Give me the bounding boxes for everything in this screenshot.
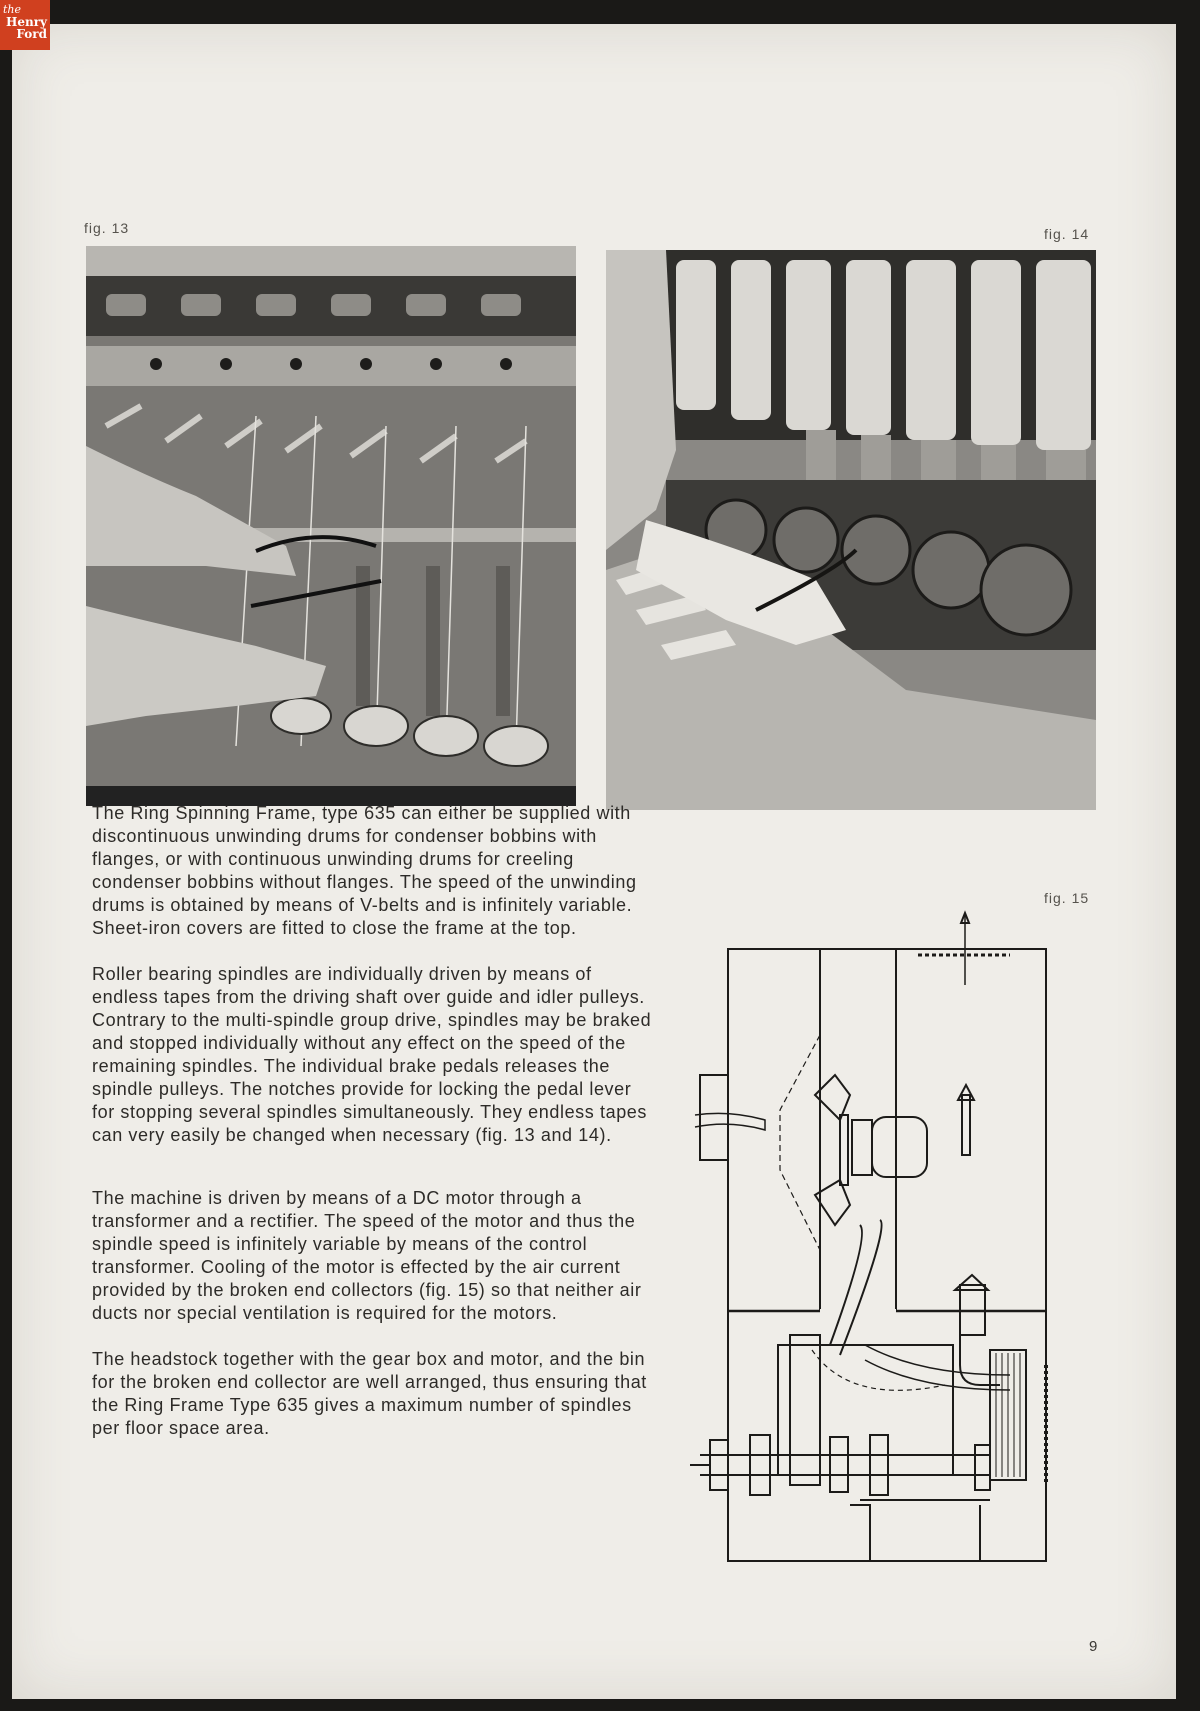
fig15-caption: fig. 15 xyxy=(1044,890,1090,906)
logo-small-text: the xyxy=(3,3,22,16)
henry-ford-logo xyxy=(0,0,50,50)
fig13-caption: fig. 13 xyxy=(84,220,130,236)
paragraph-4: The headstock together with the gear box and motor, and the bin for the broken end collector are well arranged, thus ensuring that the Ring Frame Type 635 gives a maximum number of spindles per floor space area. xyxy=(92,1349,647,1438)
page-number: 9 xyxy=(1089,1638,1098,1655)
paragraph-1: The Ring Spinning Frame, type 635 can either be supplied with discontinuous unwinding drums for condenser bobbins with flanges, or with continuous unwinding drums for creeling condenser bobbins without flanges. The speed of the unwinding drums is obtained by means of V-belts and is infinitely variable. Sheet-iron covers are fitted to close the frame at the top. xyxy=(92,803,637,938)
paragraph-2: Roller bearing spindles are individually driven by means of endless tapes from the driving shaft over guide and idler pulleys. Contrary to the multi-spindle group drive, spindles may be braked and stopped individually without any effect on the speed of the remaining spindles. The individual brake pedals releases the spindle pulleys. The notches provide for locking the pedal lever for stopping several spindles simultaneously. They endless tapes can very easily be changed when necessary (fig. 13 and 14). xyxy=(92,964,652,1145)
fig14-photo xyxy=(606,250,1096,810)
logo-line-2: Ford xyxy=(16,27,47,41)
fig14-caption: fig. 14 xyxy=(1044,226,1090,242)
fig15-diagram xyxy=(690,905,1060,1570)
fig13-photo xyxy=(86,246,576,806)
paragraph-3: The machine is driven by means of a DC motor through a transformer and a rectifier. The speed of the motor and thus the spindle speed is infinitely variable by means of the control transformer. Cooling of the motor is effected by the air current provided by the broken end collectors (fig. 15) so that neither air ducts nor special ventilation is required for the motors. xyxy=(92,1188,642,1323)
logo-line-1: Henry xyxy=(6,15,47,29)
